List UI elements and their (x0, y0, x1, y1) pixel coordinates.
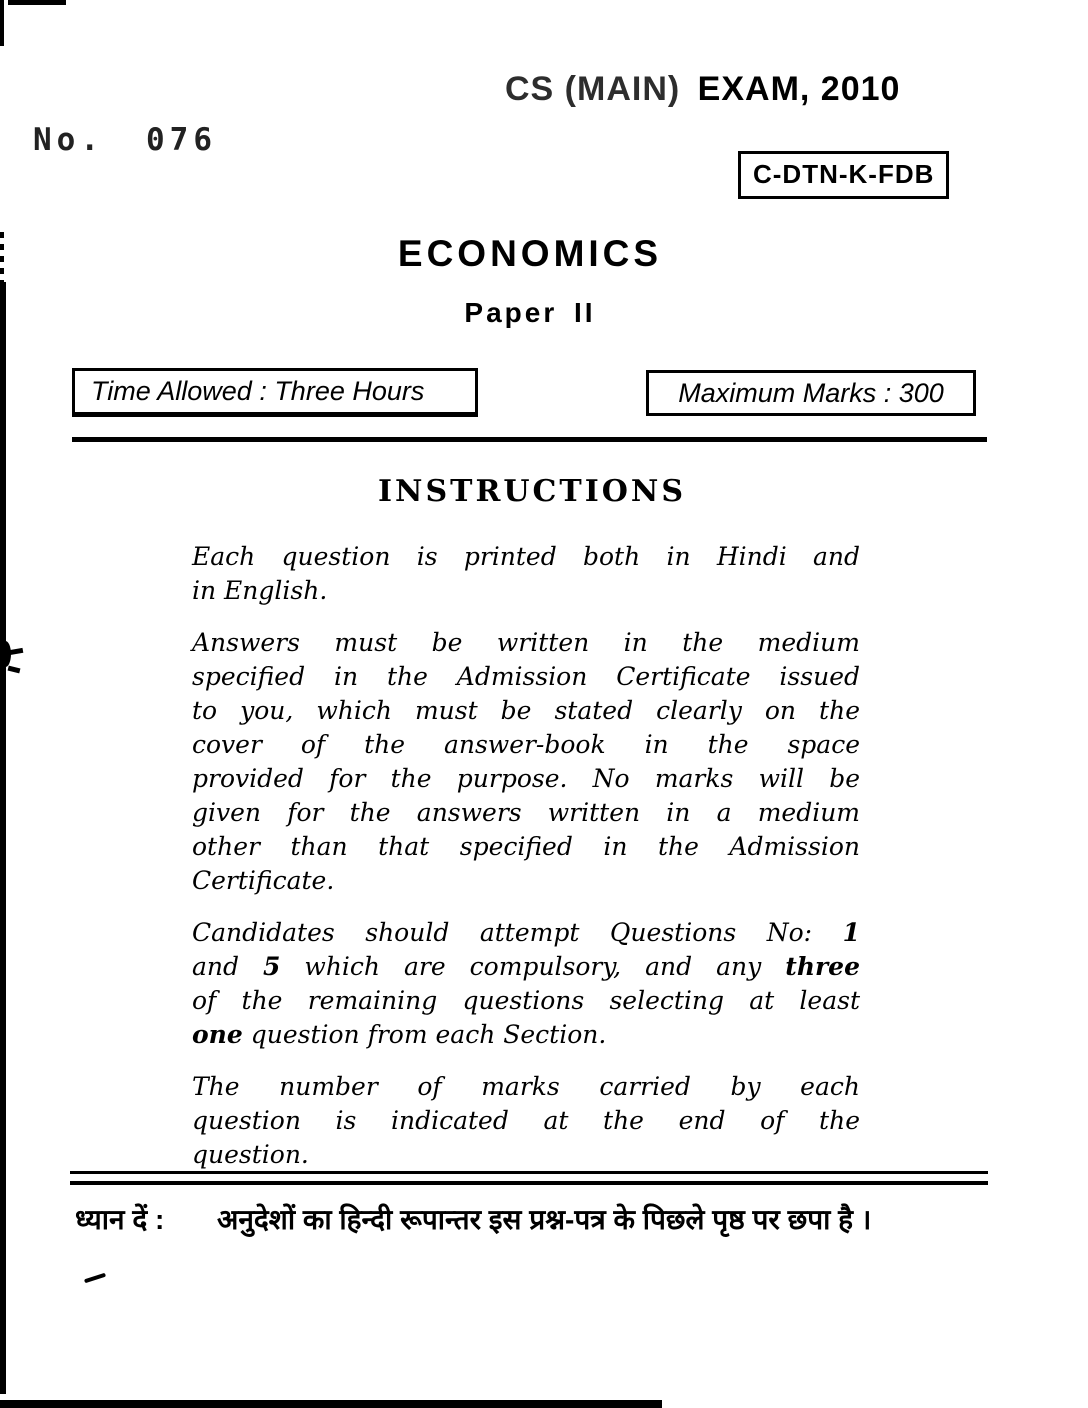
paper-subtitle: Paper II (464, 297, 596, 328)
scan-artifact-bottom-streak (0, 1400, 662, 1408)
instruction-paragraph (192, 540, 860, 608)
instruction-paragraph (192, 916, 860, 1052)
instruction-line: specified in the Admission Certificate issued (192, 662, 860, 691)
instruction-line: and 5 which are compulsory, and any three (192, 952, 860, 981)
serial-number (33, 122, 217, 158)
instruction-line: cover of the answer-book in the space (192, 730, 860, 759)
instruction-line: Answers must be written in the medium (192, 628, 860, 657)
paper-code-box (738, 151, 949, 199)
exam-header-left: CS (MAIN) (505, 70, 681, 108)
scan-artifact-top-left-horizontal (8, 0, 66, 5)
instruction-line: The number of marks carried by each (192, 1072, 860, 1101)
serial-value: 076 (146, 122, 217, 158)
scan-artifact-top-left-vertical (0, 0, 4, 46)
exam-header-right: EXAM, 2010 (697, 70, 901, 108)
scan-artifact-left-streak (0, 282, 6, 1394)
maximum-marks-box (646, 370, 976, 416)
instruction-line: Each question is printed both in Hindi and (192, 542, 860, 571)
exam-header (505, 70, 900, 109)
instruction-line: question. (192, 1140, 309, 1169)
instruction-line: question is indicated at the end of the (192, 1106, 860, 1135)
scan-artifact-ink-tick (9, 648, 24, 655)
instructions-heading: INSTRUCTIONS (378, 474, 686, 509)
time-allowed-box (72, 368, 478, 417)
time-allowed-text: Time Allowed : Three Hours (91, 376, 425, 406)
instruction-line: given for the answers written in a medium (192, 798, 860, 827)
hindi-note (75, 1198, 935, 1242)
instruction-line: in English. (192, 576, 328, 605)
double-rule (70, 1171, 988, 1185)
instruction-paragraph (192, 1070, 860, 1172)
serial-label: No. (33, 122, 104, 158)
instruction-line: other than that specified in the Admission (192, 832, 860, 861)
maximum-marks-text: Maximum Marks : 300 (678, 377, 944, 408)
hindi-note-label: ध्यान दें : (75, 1204, 165, 1235)
scan-artifact-ink-dash (8, 666, 21, 674)
scan-artifact-pen-mark (84, 1273, 106, 1284)
hindi-note-text: अनुदेशों का हिन्दी रूपान्तर इस प्रश्न-पत्र के पिछले पृष्ठ पर छपा है । (217, 1204, 872, 1235)
instruction-line: provided for the purpose. No marks will be (192, 764, 860, 793)
instructions-body (192, 540, 860, 1190)
instruction-line: to you, which must be stated clearly on the (192, 696, 860, 725)
instruction-line: Candidates should attempt Questions No: 1 (192, 918, 860, 947)
instruction-paragraph (192, 626, 860, 898)
instruction-line: of the remaining questions selecting at least (192, 986, 860, 1015)
instruction-line: one question from each Section. (192, 1020, 607, 1049)
paper-title: ECONOMICS (397, 233, 663, 274)
instruction-line: Certificate. (192, 866, 335, 895)
horizontal-rule (72, 437, 987, 442)
paper-code-text: C-DTN-K-FDB (753, 159, 935, 189)
